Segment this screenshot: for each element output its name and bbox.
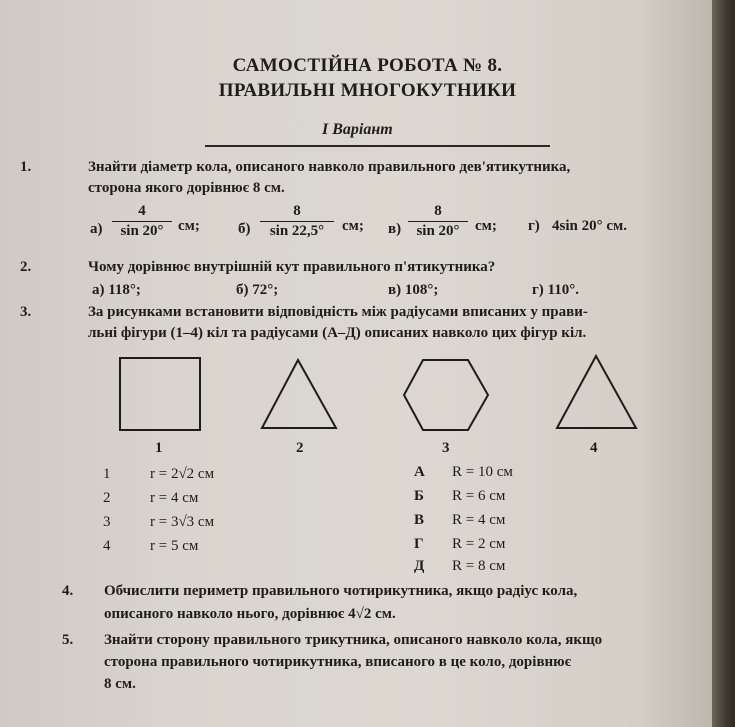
q2-number: 2. xyxy=(20,259,32,275)
fig-label-1: 1 xyxy=(155,440,163,456)
q1-option-b-numerator: 8 xyxy=(293,203,301,219)
q3-left-val-3: r = 3√3 см xyxy=(150,514,215,530)
q2-option-a: а) 118°; xyxy=(92,282,141,298)
q3-right-val-e: R = 8 см xyxy=(452,558,506,574)
page-title: САМОСТІЙНА РОБОТА № 8. xyxy=(232,55,503,76)
triangle-figure-4 xyxy=(557,356,636,428)
q1-option-c-label: в) xyxy=(388,221,402,237)
q3-right-num-e: Д xyxy=(414,558,425,574)
q3-right-val-d: R = 2 см xyxy=(452,536,506,552)
q3-right-num-d: Г xyxy=(414,536,424,552)
triangle-figure-2 xyxy=(262,360,336,428)
q1-text-line1: Знайти діаметр кола, описаного навколо правильного дев'ятикутника, xyxy=(88,159,571,175)
fig-label-2: 2 xyxy=(296,440,304,456)
q3-left-val-1: r = 2√2 см xyxy=(150,466,215,482)
q4-number: 4. xyxy=(62,583,74,599)
q3-left-num-2: 2 xyxy=(103,490,111,506)
q3-text-line1: За рисунками встановити відповідність між радіусами вписаних у прави- xyxy=(88,304,588,320)
q1-option-a-denominator: sin 20° xyxy=(120,223,164,239)
q1-text-line2: сторона якого дорівнює 8 см. xyxy=(88,180,285,196)
variant-heading: I Варіант xyxy=(322,121,393,138)
q2-option-c: в) 108°; xyxy=(388,282,439,298)
q1-option-c-unit: см; xyxy=(475,218,497,234)
q5-number: 5. xyxy=(62,632,74,648)
q1-option-a-unit: см; xyxy=(178,218,200,234)
q3-right-num-a: А xyxy=(414,464,425,480)
q3-right-val-a: R = 10 см xyxy=(452,464,513,480)
q4-text-line1: Обчислити периметр правильного чотирикутника, якщо радіус кола, xyxy=(104,583,578,599)
q3-right-val-c: R = 4 см xyxy=(452,512,506,528)
q1-option-a-label: а) xyxy=(90,221,103,237)
q1-option-a-numerator: 4 xyxy=(138,203,146,219)
q1-option-b-unit: см; xyxy=(342,218,364,234)
q3-number: 3. xyxy=(20,304,32,320)
q1-number: 1. xyxy=(20,159,32,175)
q3-right-val-b: R = 6 см xyxy=(452,488,506,504)
q5-text-line1: Знайти сторону правильного трикутника, описаного навколо кола, якщо xyxy=(104,632,603,648)
book-edge xyxy=(712,0,735,727)
q1-option-b-label: б) xyxy=(238,221,251,237)
page-subtitle: ПРАВИЛЬНІ МНОГОКУТНИКИ xyxy=(218,80,517,101)
q3-left-num-1: 1 xyxy=(103,466,111,482)
q3-text-line2: льні фігури (1–4) кіл та радіусами (А–Д) описаних навколо цих фігур кіл. xyxy=(88,325,587,341)
q1-option-b-denominator: sin 22,5° xyxy=(269,223,325,239)
q1-option-c-denominator: sin 20° xyxy=(416,223,460,239)
q2-option-d: г) 110°. xyxy=(532,282,579,298)
q3-right-num-b: Б xyxy=(414,488,424,504)
q1-option-c-numerator: 8 xyxy=(434,203,442,219)
q1-option-d-text: 4sin 20° см. xyxy=(552,218,627,234)
q3-left-val-4: r = 5 см xyxy=(150,538,199,554)
q3-left-val-2: r = 4 см xyxy=(150,490,199,506)
q3-left-num-3: 3 xyxy=(103,514,111,530)
square-figure xyxy=(120,358,200,430)
q4-text-line2: описаного навколо нього, дорівнює 4√2 см. xyxy=(104,606,396,622)
fig-label-4: 4 xyxy=(590,440,598,456)
q3-left-num-4: 4 xyxy=(103,538,111,554)
q2-option-b: б) 72°; xyxy=(236,282,279,298)
q3-right-num-c: В xyxy=(414,512,425,528)
q2-text: Чому дорівнює внутрішній кут правильного п'ятикутника? xyxy=(88,259,496,275)
q5-text-line2: сторона правильного чотирикутника, вписаного в це коло, дорівнює xyxy=(104,654,572,670)
fig-label-3: 3 xyxy=(442,440,450,456)
q5-text-line3: 8 см. xyxy=(104,676,136,692)
hexagon-figure xyxy=(404,360,488,430)
q1-option-d-label: г) xyxy=(528,218,540,234)
